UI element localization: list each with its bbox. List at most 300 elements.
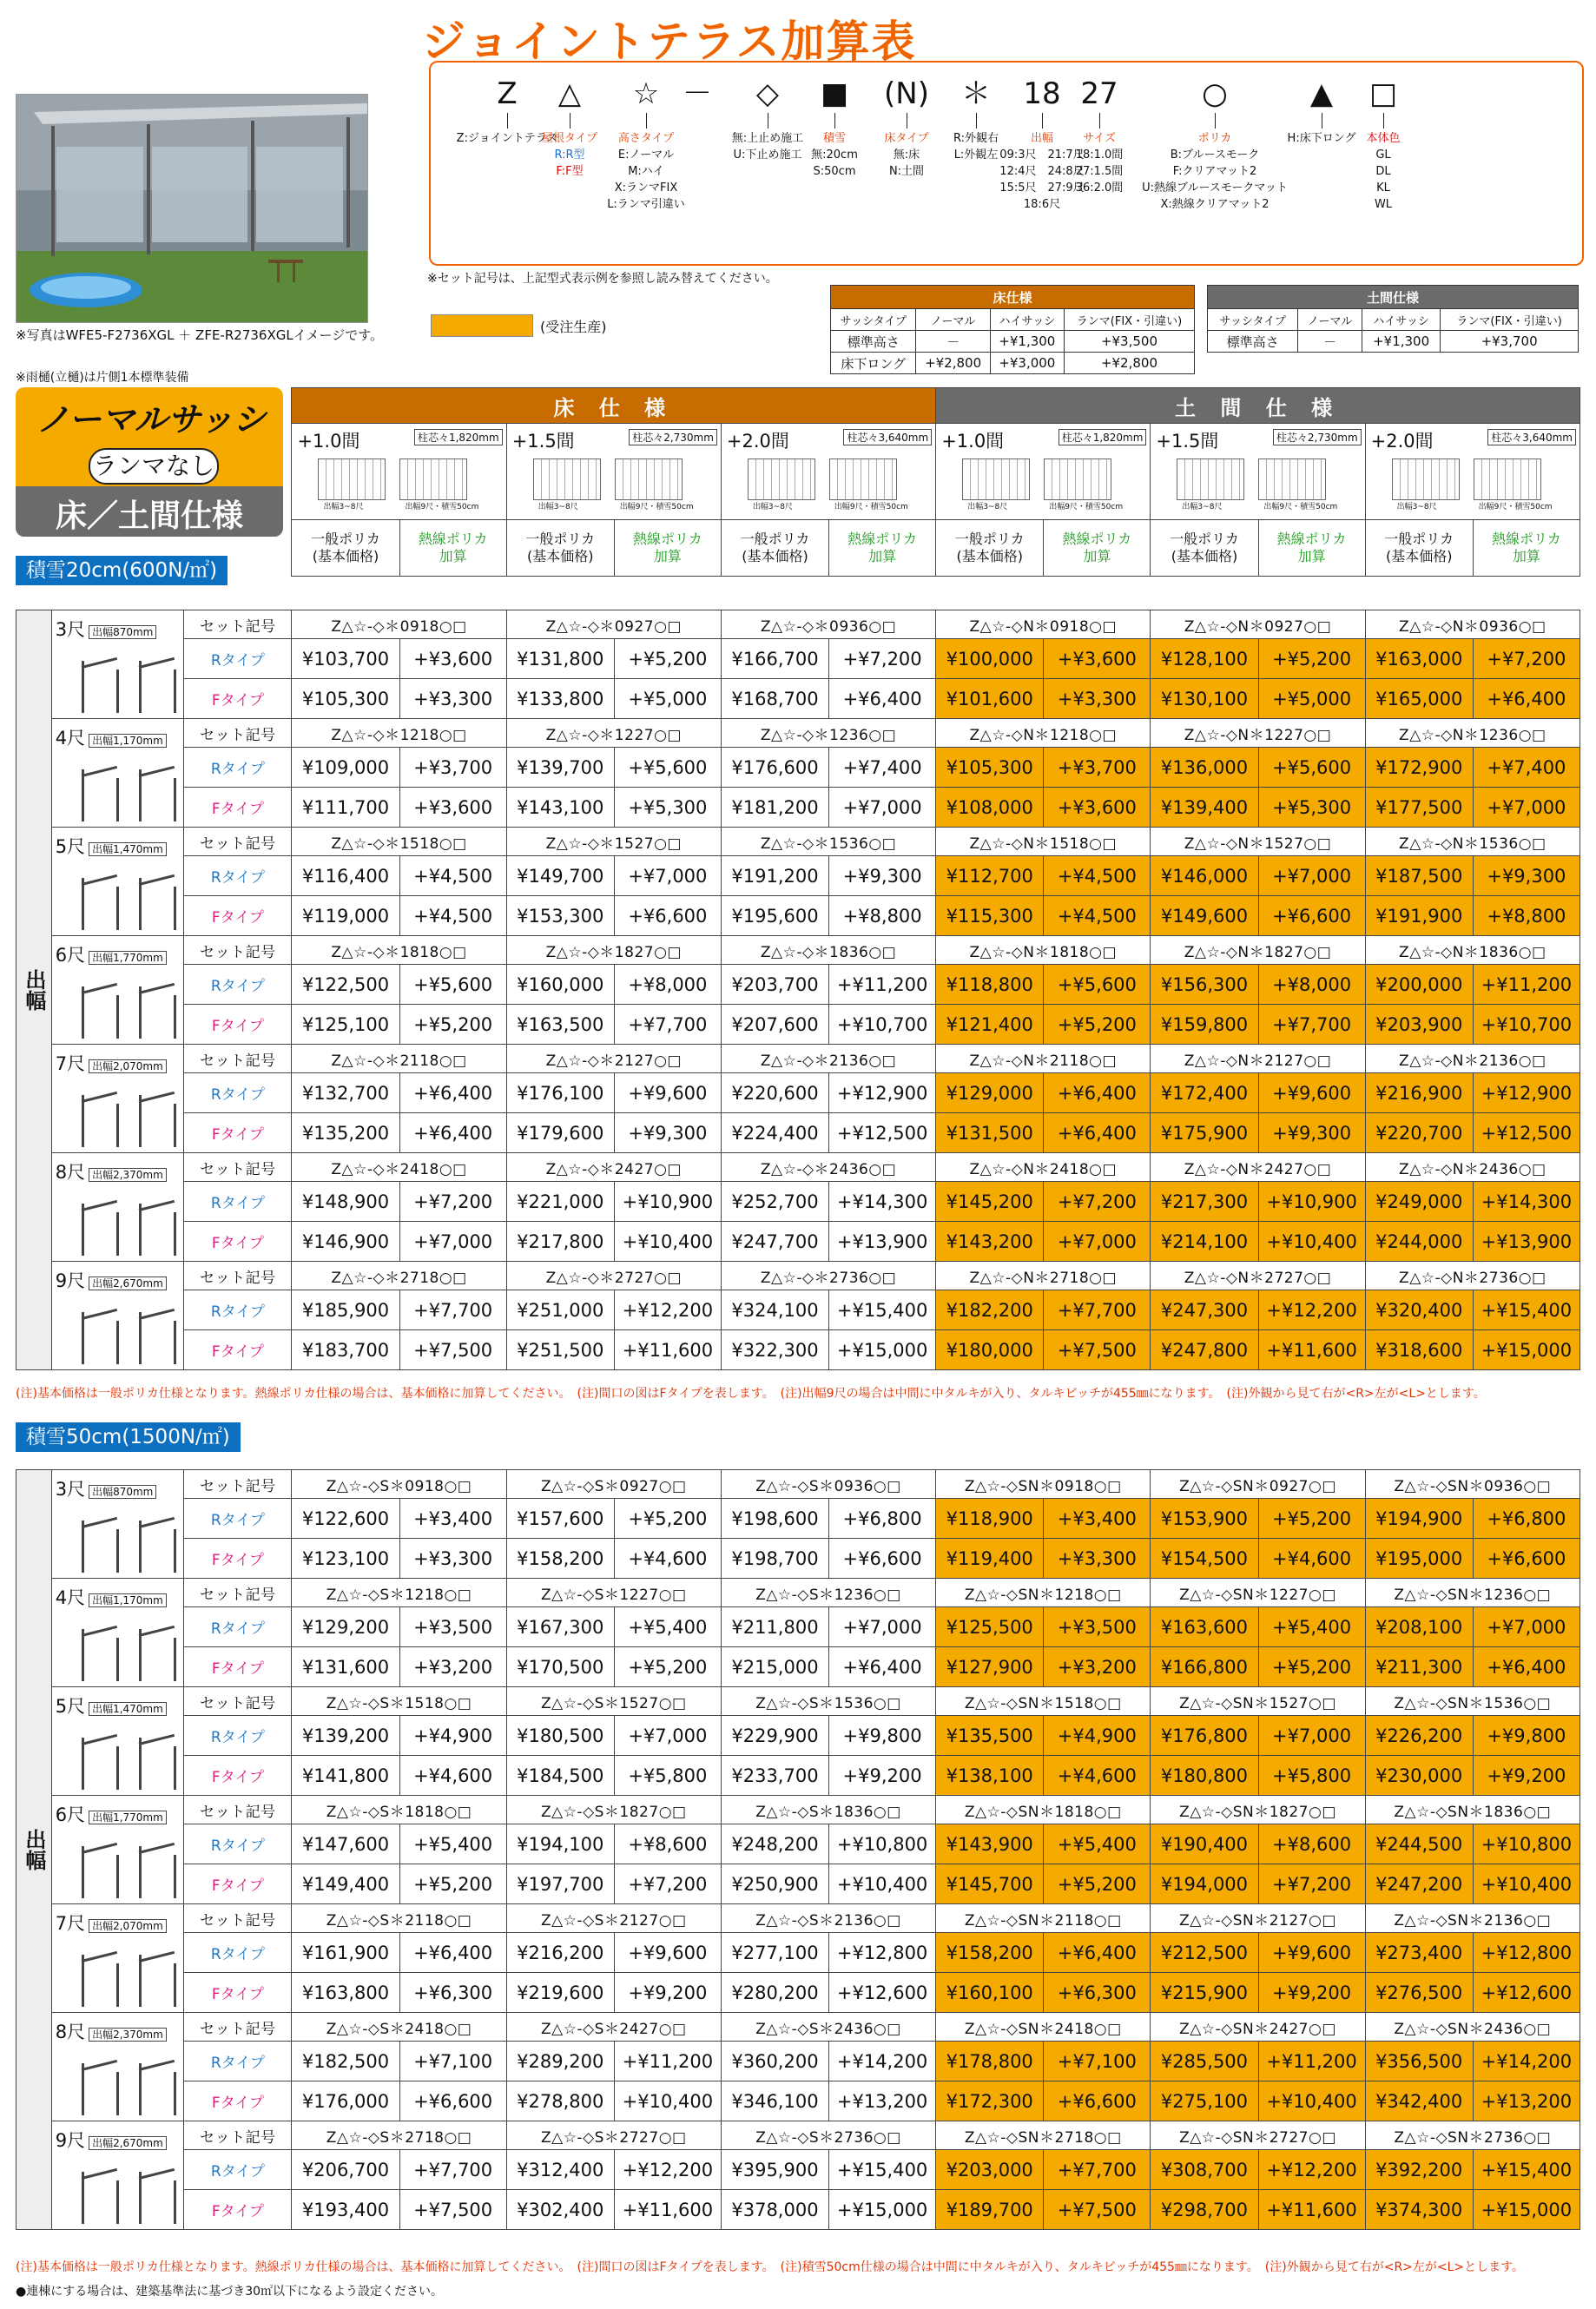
f-type-label: Fタイプ [184, 896, 292, 936]
r-type-row [16, 1073, 1580, 1113]
price-cell: ¥278,800 [506, 2081, 614, 2121]
fig-caption-right: 出幅9尺・積雪50cm [405, 503, 479, 511]
price-cell: ¥318,600 [1365, 1330, 1473, 1370]
price-cell: ¥289,200 [506, 2042, 614, 2081]
size-label: 3尺 [55, 619, 86, 640]
price-cell: ¥116,400 [292, 856, 399, 896]
code-symbol: ○ [1202, 76, 1228, 111]
size-figure [78, 2046, 184, 2115]
price-cell: +¥10,400 [829, 1864, 936, 1904]
code-line: KL [1376, 181, 1390, 195]
price-cell: +¥12,500 [829, 1113, 936, 1153]
post [116, 2180, 119, 2224]
f-type-label: Fタイプ [184, 1539, 292, 1579]
f-type-row [16, 1005, 1580, 1045]
price-cell: +¥5,600 [1044, 965, 1151, 1005]
roof [138, 1092, 174, 1103]
set-code: Z△☆-◇S＊1827○□ [506, 1796, 721, 1824]
price-cell: ¥194,100 [506, 1824, 614, 1864]
roof [81, 874, 116, 886]
price-cell: ¥139,400 [1151, 788, 1258, 828]
pane-right [1258, 459, 1326, 500]
price-cell: ¥247,200 [1365, 1864, 1473, 1904]
price-cell: +¥10,700 [1473, 1005, 1580, 1045]
set-code: Z△☆-◇＊2127○□ [506, 1045, 721, 1073]
price-cell: ¥191,200 [721, 856, 828, 896]
price-cell: +¥5,200 [1258, 1647, 1365, 1687]
price-cell: ¥211,300 [1365, 1647, 1473, 1687]
price-cell: ¥115,300 [936, 896, 1044, 936]
roof [81, 1951, 116, 1963]
code-line: F:クリアマット2 [1172, 165, 1257, 178]
sash-floor-cell: 床下ロング [831, 353, 916, 374]
f-type-label: Fタイプ [184, 1864, 292, 1904]
code-row [16, 1904, 1580, 1933]
sash-floor-header-cell: サッシタイプ [831, 309, 916, 331]
code-line: 15:5尺 27:9尺 [999, 181, 1085, 195]
size-label: 4尺 [55, 728, 86, 749]
code-heading: 出幅 [1030, 132, 1053, 145]
price-cell: ¥103,700 [292, 639, 399, 679]
price-cell: +¥11,600 [614, 1330, 721, 1370]
sash-earth-table [1207, 285, 1579, 353]
code-tick [1215, 113, 1216, 129]
price-cell: ¥395,900 [721, 2150, 828, 2190]
price-cell: +¥9,200 [1473, 1756, 1580, 1796]
price-cell: ¥320,400 [1365, 1290, 1473, 1330]
r-type-row [16, 1290, 1580, 1330]
set-code-label: セット記号 [184, 2121, 292, 2150]
price-cell: ¥118,900 [936, 1499, 1044, 1539]
post [174, 1963, 176, 2007]
price-cell: ¥149,700 [506, 856, 614, 896]
post [116, 2072, 119, 2115]
price-cell: ¥176,100 [506, 1073, 614, 1113]
price-cell: +¥3,600 [399, 788, 506, 828]
header-blank [16, 388, 292, 577]
set-code: Z△☆-◇SN＊2727○□ [1151, 2121, 1365, 2150]
post [116, 1529, 119, 1573]
code-symbol: △ [557, 76, 582, 111]
price-cell: +¥3,600 [1044, 639, 1151, 679]
roof [81, 2060, 116, 2071]
set-code: Z△☆-◇N＊1227○□ [1151, 719, 1365, 748]
price-cell: ¥143,200 [936, 1222, 1044, 1262]
code-line: 18:1.0間 [1075, 148, 1124, 162]
post [174, 2180, 176, 2224]
code-symbol: ■ [820, 76, 849, 111]
price-cell: +¥4,600 [399, 1756, 506, 1796]
price-cell: ¥175,900 [1151, 1113, 1258, 1153]
post [116, 1963, 119, 2007]
price-cell: ¥273,400 [1365, 1933, 1473, 1973]
set-code: Z△☆-◇N＊1218○□ [936, 719, 1151, 748]
dehaba-label: 出幅 [16, 1470, 52, 2230]
set-code-label: セット記号 [184, 2013, 292, 2042]
code-line: L:ランマ引違い [607, 198, 685, 211]
price-cell: +¥7,000 [1258, 1716, 1365, 1756]
price-cell: +¥3,600 [399, 639, 506, 679]
pane-left [748, 459, 815, 500]
f-type-row [16, 788, 1580, 828]
r-type-label: Rタイプ [184, 1607, 292, 1647]
price-cell: +¥5,200 [1258, 639, 1365, 679]
code-line: 36:2.0間 [1075, 181, 1124, 195]
sash-earth-caption: 土間仕様 [1208, 286, 1579, 309]
r-type-label: Rタイプ [184, 1073, 292, 1113]
code-line: 18:6尺 [1023, 198, 1061, 211]
code-row [16, 2013, 1580, 2042]
size-cell-5尺 [51, 1687, 184, 1796]
set-code: Z△☆-◇N＊2727○□ [1151, 1262, 1365, 1290]
price-cell: +¥14,300 [1473, 1182, 1580, 1222]
size-label: 7尺 [55, 1913, 86, 1934]
price-cell: +¥15,000 [829, 2190, 936, 2230]
price-cell: ¥244,000 [1365, 1222, 1473, 1262]
fig-caption-left: 出幅3~8尺 [967, 503, 1008, 511]
price-cell: ¥195,000 [1365, 1539, 1473, 1579]
sash-earth-cell: +¥3,700 [1441, 331, 1579, 353]
set-code: Z△☆-◇＊2436○□ [721, 1153, 935, 1182]
price-cell: +¥9,200 [1258, 1973, 1365, 2013]
dehaba-label: 出幅 [16, 610, 52, 1370]
price-cell: ¥121,400 [936, 1005, 1044, 1045]
set-code: Z△☆-◇SN＊2118○□ [936, 1904, 1151, 1933]
price-cell: ¥184,500 [506, 1756, 614, 1796]
f-type-row [16, 1973, 1580, 2013]
set-code: Z△☆-◇S＊0936○□ [721, 1470, 935, 1499]
price-cell: +¥6,600 [1258, 896, 1365, 936]
span-header-0 [292, 424, 506, 520]
price-cell: ¥146,900 [292, 1222, 399, 1262]
size-sub-label: 出幅870mm [89, 625, 156, 639]
price-cell: ¥220,700 [1365, 1113, 1473, 1153]
header-row-spec [16, 388, 1580, 424]
price-cell: ¥194,000 [1151, 1864, 1258, 1904]
price-cell: ¥178,800 [936, 2042, 1044, 2081]
price-cell: ¥230,000 [1365, 1756, 1473, 1796]
section-label-0: 積雪20cm(600N/㎡) [16, 556, 228, 585]
roof [138, 983, 174, 994]
price-cell: +¥12,600 [1473, 1973, 1580, 2013]
post [174, 1104, 176, 1147]
size-cell-9尺 [51, 1262, 184, 1370]
set-code: Z△☆-◇SN＊0918○□ [936, 1470, 1151, 1499]
roof [81, 1734, 116, 1745]
size-label: 3尺 [55, 1479, 86, 1500]
price-cell: +¥13,200 [1473, 2081, 1580, 2121]
col-add-header: 熱線ポリカ 加算 [1258, 520, 1365, 577]
price-cell: +¥5,200 [1044, 1864, 1151, 1904]
price-cell: +¥9,300 [1258, 1113, 1365, 1153]
set-code: Z△☆-◇＊1518○□ [292, 828, 506, 856]
roof [138, 1734, 174, 1745]
sash-floor-cell: +¥1,300 [990, 331, 1064, 353]
price-cell: ¥131,600 [292, 1647, 399, 1687]
price-cell: ¥215,000 [721, 1647, 828, 1687]
price-cell: ¥166,700 [721, 639, 828, 679]
fig-caption-right: 出幅9尺・積雪50cm [619, 503, 694, 511]
size-sub-label: 出幅1,170mm [89, 1593, 167, 1607]
price-cell: ¥182,200 [936, 1290, 1044, 1330]
size-sub-label: 出幅1,470mm [89, 1702, 167, 1716]
price-cell: +¥15,400 [829, 1290, 936, 1330]
price-cell: +¥5,800 [614, 1756, 721, 1796]
price-cell: +¥8,600 [614, 1824, 721, 1864]
section-spacer [16, 577, 1580, 610]
f-type-row [16, 896, 1580, 936]
price-cell: ¥163,600 [1151, 1607, 1258, 1647]
set-code: Z△☆-◇N＊2118○□ [936, 1045, 1151, 1073]
price-cell: ¥360,200 [721, 2042, 828, 2081]
post [116, 1746, 119, 1790]
price-cell: ¥176,800 [1151, 1716, 1258, 1756]
roof [81, 657, 116, 669]
size-figure [78, 1720, 184, 1790]
code-row [16, 719, 1580, 748]
set-code: Z△☆-◇S＊1518○□ [292, 1687, 506, 1716]
price-cell: ¥217,300 [1151, 1182, 1258, 1222]
col-add-header: 熱線ポリカ 加算 [1473, 520, 1580, 577]
f-type-row [16, 1330, 1580, 1370]
sash-earth-header-cell: サッシタイプ [1208, 309, 1298, 331]
set-code: Z△☆-◇＊2118○□ [292, 1045, 506, 1073]
size-cell-5尺 [51, 828, 184, 936]
price-cell: ¥172,900 [1365, 748, 1473, 788]
price-cell: ¥122,500 [292, 965, 399, 1005]
price-cell: ¥176,000 [292, 2081, 399, 2121]
size-label: 5尺 [55, 1696, 86, 1717]
sash-earth-header-cell: ハイサッシ [1362, 309, 1441, 331]
price-cell: ¥203,000 [936, 2150, 1044, 2190]
set-code: Z△☆-◇＊2727○□ [506, 1262, 721, 1290]
price-cell: +¥9,600 [614, 1933, 721, 1973]
size-sub-label: 出幅1,770mm [89, 951, 167, 965]
price-cell: +¥13,900 [1473, 1222, 1580, 1262]
size-figure [78, 2154, 184, 2224]
r-type-row [16, 1499, 1580, 1539]
col-base-header: 一般ポリカ (基本価格) [936, 520, 1044, 577]
price-cell: ¥135,200 [292, 1113, 399, 1153]
set-code: Z△☆-◇N＊2427○□ [1151, 1153, 1365, 1182]
span-label: +2.0間 [1370, 431, 1434, 452]
f-type-row [16, 679, 1580, 719]
sash-floor-caption: 床仕様 [831, 286, 1195, 309]
col-add-header: 熱線ポリカ 加算 [829, 520, 936, 577]
pane-left [1392, 459, 1460, 500]
f-type-row [16, 1539, 1580, 1579]
size-sub-label: 出幅2,670mm [89, 1277, 167, 1290]
price-cell: ¥189,700 [936, 2190, 1044, 2230]
price-cell: +¥10,900 [1258, 1182, 1365, 1222]
post [116, 778, 119, 821]
price-cell: +¥5,600 [1258, 748, 1365, 788]
size-sub-label: 出幅2,370mm [89, 1168, 167, 1182]
price-cell: +¥12,800 [1473, 1933, 1580, 1973]
price-cell: ¥247,700 [721, 1222, 828, 1262]
price-cell: +¥5,000 [1258, 679, 1365, 719]
price-cell: +¥3,400 [399, 1499, 506, 1539]
price-cell: +¥5,300 [1258, 788, 1365, 828]
r-type-row [16, 1607, 1580, 1647]
price-cell: +¥7,100 [399, 2042, 506, 2081]
set-code: Z△☆-◇S＊2736○□ [721, 2121, 935, 2150]
r-type-row [16, 748, 1580, 788]
price-cell: +¥7,700 [1258, 1005, 1365, 1045]
price-cell: +¥4,500 [399, 856, 506, 896]
set-code: Z△☆-◇S＊1836○□ [721, 1796, 935, 1824]
price-cell: +¥7,200 [1044, 1182, 1151, 1222]
price-cell: +¥6,600 [1473, 1539, 1580, 1579]
price-cell: ¥180,500 [506, 1716, 614, 1756]
set-code: Z△☆-◇N＊1836○□ [1365, 936, 1580, 965]
code-line: DL [1375, 165, 1391, 178]
size-sub-label: 出幅2,070mm [89, 1059, 167, 1073]
code-line: 無:床 [893, 148, 920, 162]
price-cell: +¥3,500 [399, 1607, 506, 1647]
roof [81, 1309, 116, 1320]
price-cell: ¥131,800 [506, 639, 614, 679]
price-cell: +¥7,500 [1044, 2190, 1151, 2230]
set-code: Z△☆-◇＊0918○□ [292, 610, 506, 639]
price-cell: +¥6,400 [829, 679, 936, 719]
set-code-label: セット記号 [184, 1153, 292, 1182]
price-cell: ¥217,800 [506, 1222, 614, 1262]
set-code: Z△☆-◇SN＊1536○□ [1365, 1687, 1580, 1716]
r-type-row [16, 1716, 1580, 1756]
f-type-label: Fタイプ [184, 1113, 292, 1153]
price-cell: +¥5,200 [614, 639, 721, 679]
price-cell: ¥191,900 [1365, 896, 1473, 936]
f-type-label: Fタイプ [184, 2190, 292, 2230]
r-type-row [16, 2042, 1580, 2081]
r-type-row [16, 1182, 1580, 1222]
price-cell: ¥250,900 [721, 1864, 828, 1904]
set-code: Z△☆-◇S＊1818○□ [292, 1796, 506, 1824]
set-code: Z△☆-◇S＊2118○□ [292, 1904, 506, 1933]
price-cell: +¥12,900 [1473, 1073, 1580, 1113]
price-cell: +¥10,400 [614, 2081, 721, 2121]
price-cell: +¥5,200 [614, 1499, 721, 1539]
col-base-header: 一般ポリカ (基本価格) [292, 520, 399, 577]
f-type-label: Fタイプ [184, 1222, 292, 1262]
price-cell: ¥378,000 [721, 2190, 828, 2230]
post [116, 670, 119, 713]
header-floor: 床 仕 様 [292, 388, 936, 424]
roof [81, 983, 116, 994]
span-figure [533, 459, 694, 511]
price-cell: ¥180,000 [936, 1330, 1044, 1370]
price-table-0 [16, 387, 1580, 1370]
price-cell: +¥5,200 [614, 1647, 721, 1687]
price-cell: +¥7,500 [399, 2190, 506, 2230]
set-code: Z△☆-◇N＊2736○□ [1365, 1262, 1580, 1290]
price-cell: +¥5,200 [1044, 1005, 1151, 1045]
price-cell: +¥7,000 [1473, 788, 1580, 828]
set-code: Z△☆-◇SN＊2127○□ [1151, 1904, 1365, 1933]
price-cell: ¥251,500 [506, 1330, 614, 1370]
price-cell: +¥11,600 [1258, 1330, 1365, 1370]
price-cell: ¥276,500 [1365, 1973, 1473, 2013]
post [174, 1855, 176, 1898]
price-cell: ¥123,100 [292, 1539, 399, 1579]
price-cell: +¥7,500 [399, 1330, 506, 1370]
price-cell: ¥190,400 [1151, 1824, 1258, 1864]
price-cell: ¥312,400 [506, 2150, 614, 2190]
f-type-label: Fタイプ [184, 788, 292, 828]
f-type-label: Fタイプ [184, 1647, 292, 1687]
price-cell: ¥156,300 [1151, 965, 1258, 1005]
roof [138, 1626, 174, 1637]
set-code-label: セット記号 [184, 828, 292, 856]
price-cell: +¥7,200 [1473, 639, 1580, 679]
price-cell: +¥10,400 [1473, 1864, 1580, 1904]
price-cell: ¥211,800 [721, 1607, 828, 1647]
r-type-label: Rタイプ [184, 1716, 292, 1756]
price-cell: +¥7,100 [1044, 2042, 1151, 2081]
price-cell: ¥143,900 [936, 1824, 1044, 1864]
set-code: Z△☆-◇S＊2727○□ [506, 2121, 721, 2150]
set-code-label: セット記号 [184, 610, 292, 639]
set-code: Z△☆-◇＊2136○□ [721, 1045, 935, 1073]
set-code: Z△☆-◇N＊1527○□ [1151, 828, 1365, 856]
size-label: 4尺 [55, 1587, 86, 1608]
price-cell: ¥146,000 [1151, 856, 1258, 896]
price-cell: ¥285,500 [1151, 2042, 1258, 2081]
fig-caption-left: 出幅3~8尺 [752, 503, 793, 511]
price-cell: ¥179,600 [506, 1113, 614, 1153]
price-cell: ¥125,100 [292, 1005, 399, 1045]
fig-caption-left: 出幅3~8尺 [1396, 503, 1437, 511]
price-cell: +¥5,200 [399, 1864, 506, 1904]
section-label-1: 積雪50cm(1500N/㎡) [16, 1422, 241, 1452]
price-cell: +¥15,400 [829, 2150, 936, 2190]
code-line: U:熱線ブルースモークマット [1142, 181, 1288, 195]
gutter-note: ※雨樋(立樋)は片側1本標準装備 [16, 371, 189, 385]
set-code: Z△☆-◇S＊2718○□ [292, 2121, 506, 2150]
post [116, 887, 119, 930]
sash-floor-header-cell: ノーマル [916, 309, 990, 331]
size-figure [78, 969, 184, 1039]
code-tick [1383, 113, 1384, 129]
post [116, 1638, 119, 1681]
code-tick [976, 113, 977, 129]
price-cell: ¥100,000 [936, 639, 1044, 679]
price-cell: +¥14,200 [1473, 2042, 1580, 2081]
code-tick [646, 113, 647, 129]
code-line: L:外観左 [953, 148, 999, 162]
price-cell: +¥9,800 [1473, 1716, 1580, 1756]
set-code-label: セット記号 [184, 1045, 292, 1073]
code-line: F:F型 [556, 165, 584, 178]
span-label: +1.5間 [511, 431, 575, 452]
price-cell: ¥133,800 [506, 679, 614, 719]
price-cell: +¥11,600 [614, 2190, 721, 2230]
code-row [16, 1045, 1580, 1073]
price-cell: ¥101,600 [936, 679, 1044, 719]
price-cell: ¥135,500 [936, 1716, 1044, 1756]
price-cell: +¥3,300 [1044, 679, 1151, 719]
size-figure [78, 1186, 184, 1256]
f-type-row [16, 1864, 1580, 1904]
set-code: Z△☆-◇N＊1236○□ [1365, 719, 1580, 748]
set-code: Z△☆-◇＊2418○□ [292, 1153, 506, 1182]
col-base-header: 一般ポリカ (基本価格) [721, 520, 828, 577]
col-add-header: 熱線ポリカ 加算 [1044, 520, 1151, 577]
price-cell: +¥7,000 [1473, 1607, 1580, 1647]
set-code: Z△☆-◇S＊1236○□ [721, 1579, 935, 1607]
price-cell: ¥153,900 [1151, 1499, 1258, 1539]
